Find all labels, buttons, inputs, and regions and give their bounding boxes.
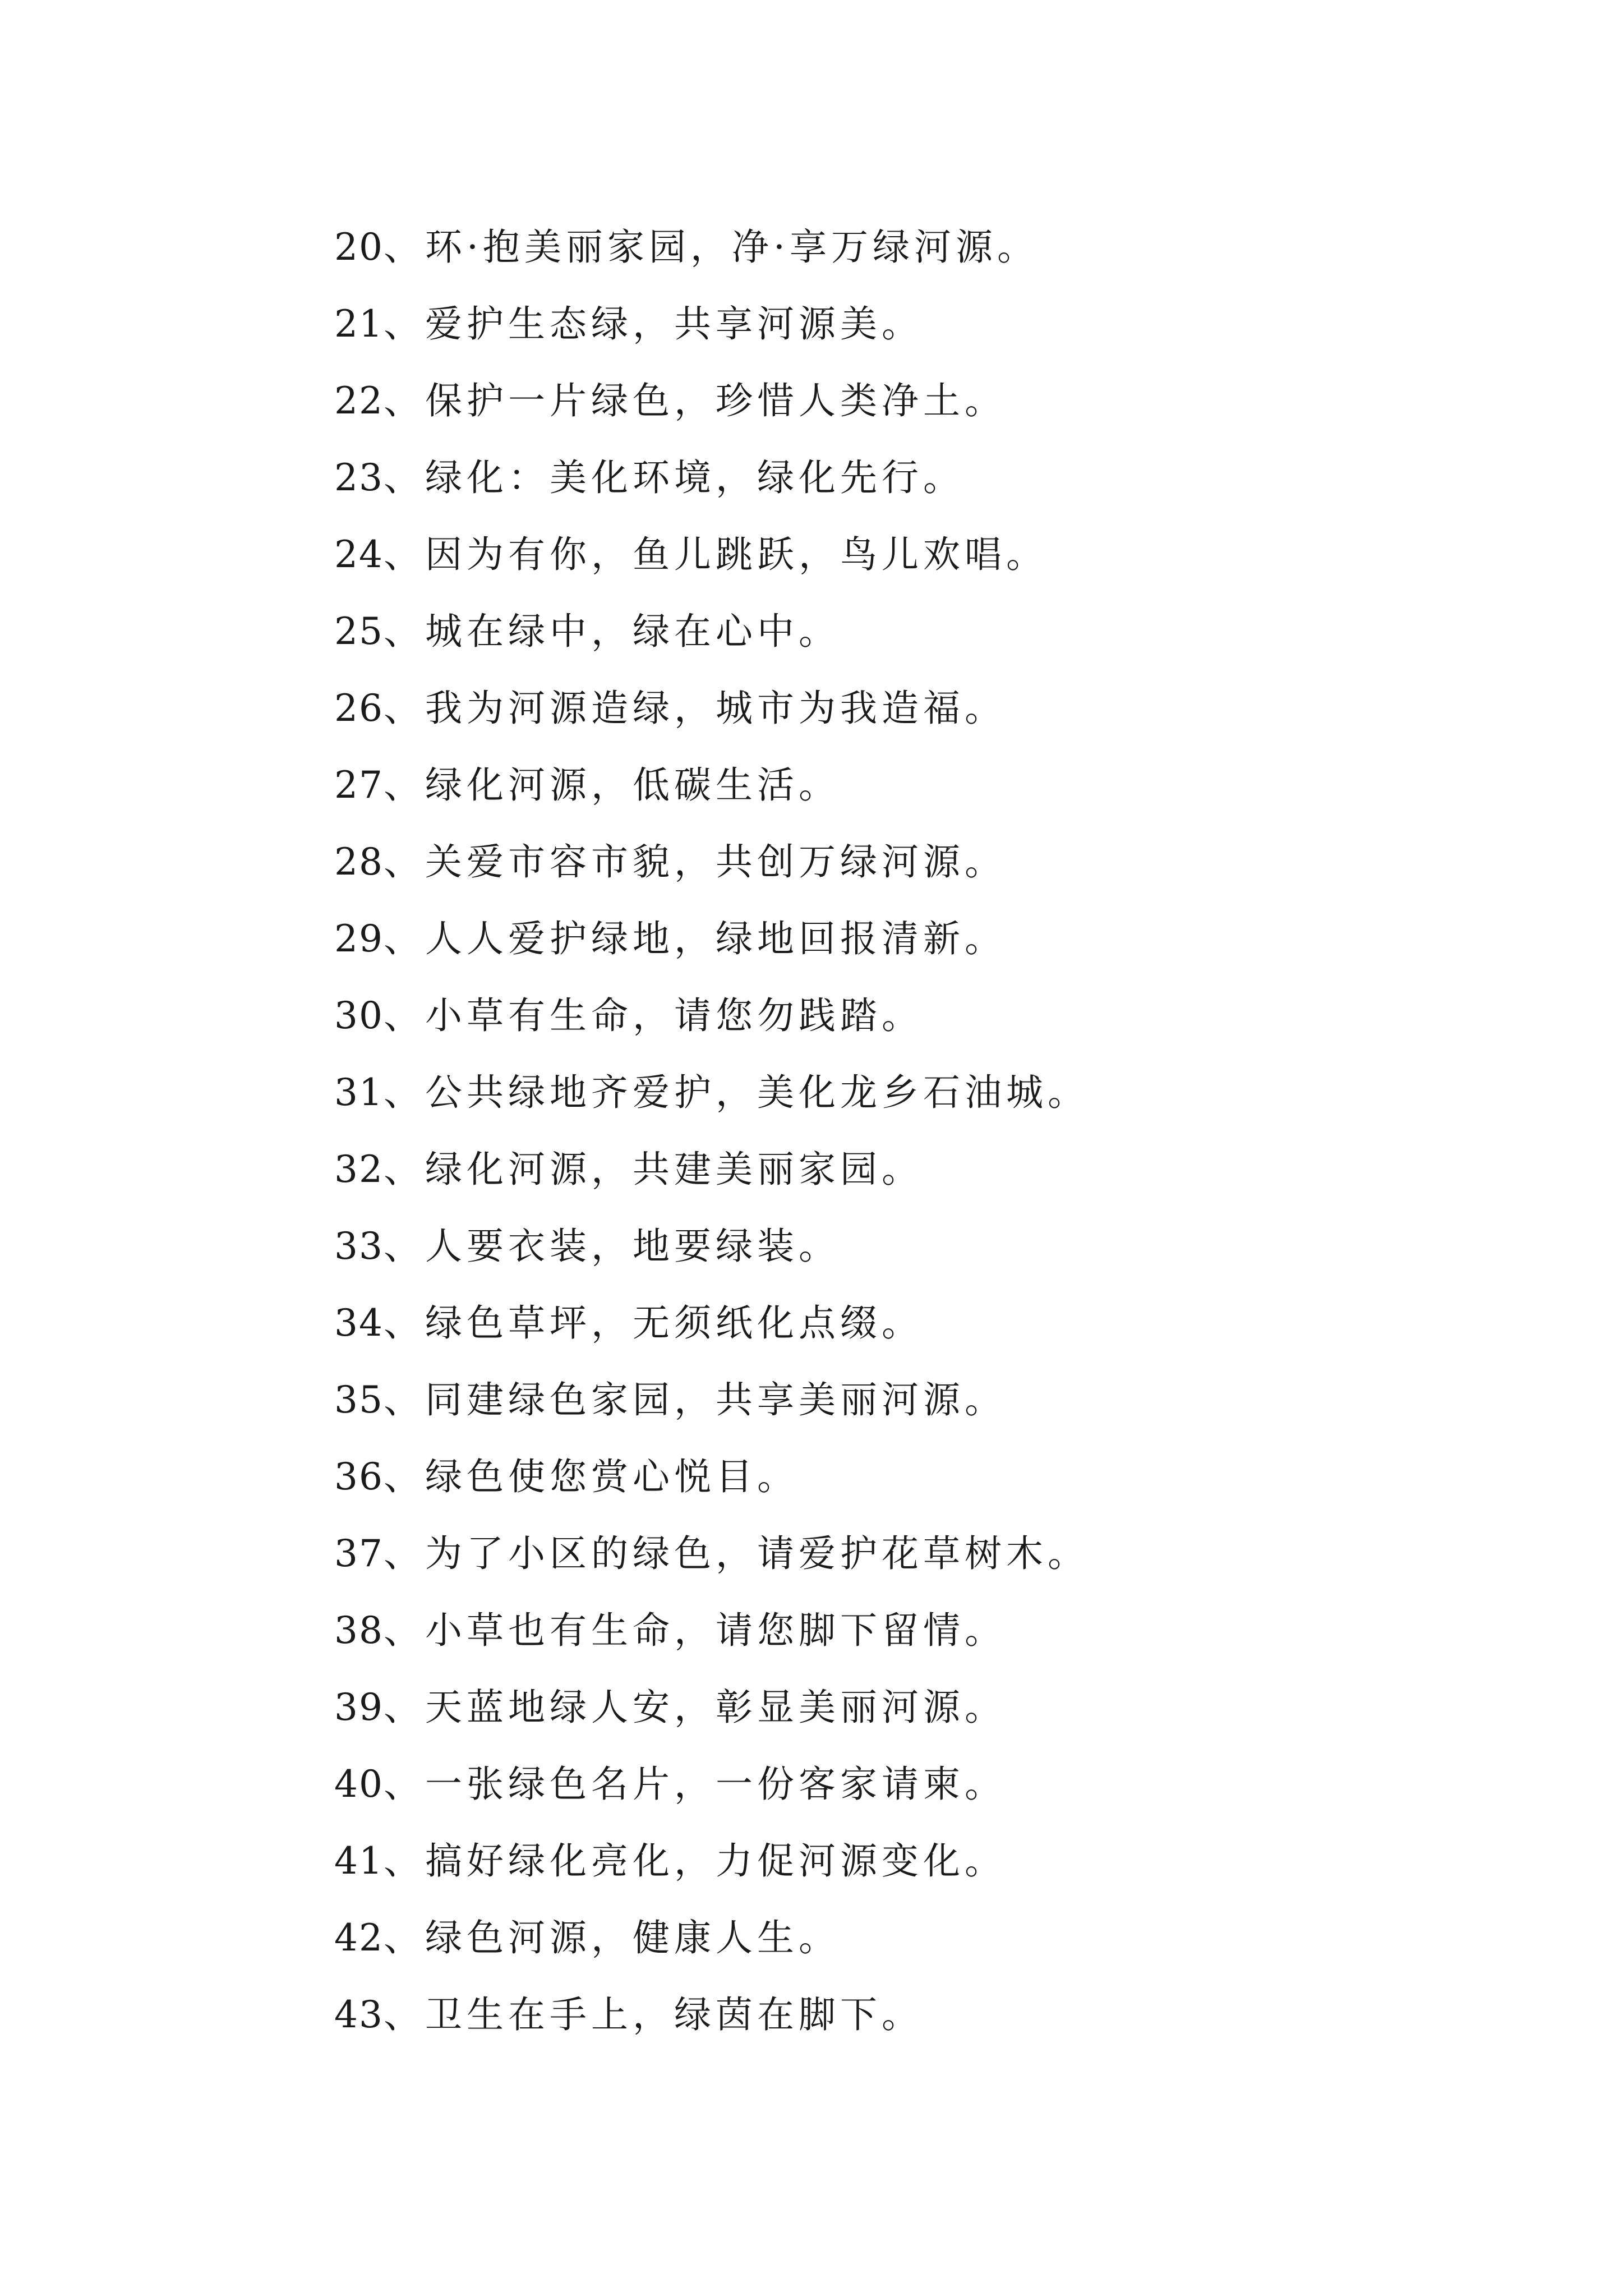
- list-item: [334, 209, 1089, 286]
- item-text: 、绿色使您赏心悦目。: [383, 1455, 799, 1498]
- list-item: [334, 1669, 1089, 1746]
- item-text: 、小草有生命，请您勿践踏。: [383, 994, 923, 1037]
- list-item: [334, 1976, 1089, 2053]
- list-item: [334, 1208, 1089, 1285]
- item-text: 、一张绿色名片，一份客家请柬。: [383, 1763, 1006, 1806]
- item-text: 、保护一片绿色，珍惜人类净土。: [383, 379, 1006, 422]
- item-number: 22: [334, 379, 384, 422]
- item-text: 、小草也有生命，请您脚下留情。: [383, 1609, 1006, 1652]
- list-item: [334, 1361, 1089, 1438]
- item-number: 23: [334, 456, 384, 499]
- item-number: 25: [334, 610, 384, 653]
- item-text: 、搞好绿化亮化，力促河源变化。: [383, 1839, 1006, 1883]
- list-item: [334, 286, 1089, 362]
- list-item: [334, 1823, 1089, 1899]
- item-text: 、城在绿中，绿在心中。: [383, 610, 840, 653]
- item-text: 、卫生在手上，绿茵在脚下。: [383, 1993, 923, 2036]
- item-number: 21: [334, 302, 384, 346]
- item-text: 、人要衣装，地要绿装。: [383, 1225, 840, 1268]
- item-text: 、绿色河源，健康人生。: [383, 1916, 840, 1959]
- item-number: 24: [334, 533, 384, 576]
- list-item: [334, 1285, 1089, 1361]
- item-number: 35: [334, 1378, 384, 1421]
- item-text: 、天蓝地绿人安，彰显美丽河源。: [383, 1686, 1006, 1729]
- item-text: 、绿化河源，共建美丽家园。: [383, 1148, 923, 1191]
- item-number: 34: [334, 1301, 384, 1345]
- list-item: [334, 593, 1089, 670]
- item-number: 43: [334, 1993, 384, 2036]
- item-text: 、绿色草坪，无须纸化点缀。: [383, 1301, 923, 1345]
- item-number: 30: [334, 994, 384, 1037]
- list-item: [334, 1515, 1089, 1592]
- item-text: 、关爱市容市貌，共创万绿河源。: [383, 840, 1006, 884]
- list-item: [334, 439, 1089, 516]
- item-number: 27: [334, 763, 384, 807]
- list-item: [334, 1746, 1089, 1823]
- item-text: 、绿化：美化环境，绿化先行。: [383, 456, 965, 499]
- item-number: 37: [334, 1532, 384, 1575]
- item-text: 、爱护生态绿，共享河源美。: [383, 302, 923, 346]
- list-item: [334, 516, 1089, 593]
- item-text: 、因为有你，鱼儿跳跃，鸟儿欢唱。: [383, 533, 1048, 576]
- item-number: 31: [334, 1071, 384, 1114]
- item-number: 33: [334, 1225, 384, 1268]
- list-item: [334, 1899, 1089, 1976]
- item-text: 、人人爱护绿地，绿地回报清新。: [383, 917, 1006, 960]
- item-text: 、公共绿地齐爱护，美化龙乡石油城。: [383, 1071, 1089, 1114]
- item-number: 32: [334, 1148, 384, 1191]
- list-item: [334, 1592, 1089, 1669]
- item-number: 40: [334, 1763, 384, 1806]
- item-number: 26: [334, 687, 384, 730]
- list-item: [334, 1054, 1089, 1131]
- item-text: 、环·抱美丽家园，净·享万绿河源。: [383, 226, 1039, 269]
- list-item: [334, 747, 1089, 823]
- list-item: [334, 1438, 1089, 1515]
- item-text: 、我为河源造绿，城市为我造福。: [383, 687, 1006, 730]
- list-item: [334, 823, 1089, 900]
- list-item: [334, 362, 1089, 439]
- item-number: 38: [334, 1609, 384, 1652]
- item-number: 41: [334, 1839, 384, 1883]
- item-text: 、绿化河源，低碳生活。: [383, 763, 840, 807]
- item-number: 39: [334, 1686, 384, 1729]
- item-text: 、为了小区的绿色，请爱护花草树木。: [383, 1532, 1089, 1575]
- item-number: 29: [334, 917, 384, 960]
- list-item: [334, 670, 1089, 747]
- item-text: 、同建绿色家园，共享美丽河源。: [383, 1378, 1006, 1421]
- list-item: [334, 1131, 1089, 1208]
- list-item: [334, 977, 1089, 1054]
- slogan-list: [334, 209, 1089, 2053]
- item-number: 36: [334, 1455, 384, 1498]
- item-number: 42: [334, 1916, 384, 1959]
- item-number: 20: [334, 226, 384, 269]
- item-number: 28: [334, 840, 384, 884]
- list-item: [334, 900, 1089, 977]
